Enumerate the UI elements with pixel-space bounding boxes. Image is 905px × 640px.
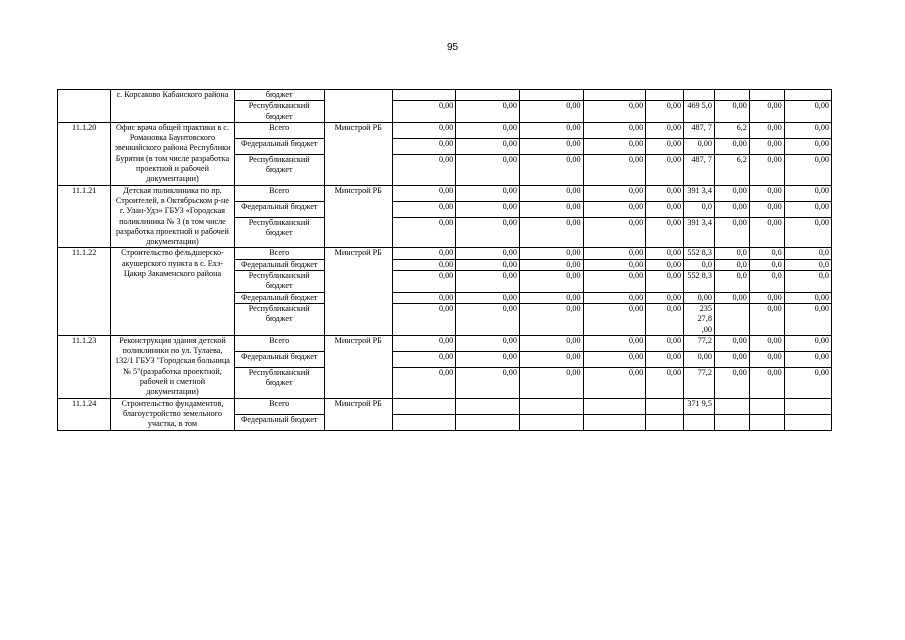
funding-source-cell: Республиканский бюджет	[234, 154, 324, 185]
amount-cell: 0,00	[519, 154, 583, 185]
amount-cell: 0,00	[519, 138, 583, 154]
table-row	[58, 335, 832, 351]
budget-table	[57, 89, 832, 431]
amount-cell: 0,00	[392, 303, 456, 335]
amount-cell: 0,00	[583, 259, 646, 270]
amount-cell: 0,00	[784, 201, 831, 217]
table-row	[58, 398, 832, 414]
table-row	[58, 90, 832, 101]
amount-cell: 0,00	[583, 185, 646, 201]
item-name-cell: с. Корсаково Кабанского района	[111, 90, 234, 123]
amount-cell: 0,00	[519, 271, 583, 293]
amount-cell: 0,00	[456, 217, 520, 248]
amount-cell: 0,00	[684, 351, 715, 367]
table-row	[58, 185, 832, 201]
agency-cell: Минстрой РБ	[324, 398, 392, 430]
amount-cell: 0,00	[519, 248, 583, 259]
amount-cell: 0,0	[714, 259, 749, 270]
amount-cell: 0,0	[684, 201, 715, 217]
amount-cell: 0,00	[456, 271, 520, 293]
amount-cell	[784, 414, 831, 430]
funding-source-cell: Федеральный бюджет	[234, 138, 324, 154]
funding-source-cell: Федеральный бюджет	[234, 292, 324, 303]
amount-cell: 487, 7	[684, 122, 715, 138]
amount-cell: 0,00	[519, 122, 583, 138]
funding-source-cell: бюджет	[234, 90, 324, 101]
amount-cell: 77,2	[684, 367, 715, 398]
amount-cell	[714, 398, 749, 414]
amount-cell: 552 8,3	[684, 248, 715, 259]
amount-cell: 0,00	[392, 248, 456, 259]
amount-cell: 0,00	[784, 154, 831, 185]
amount-cell: 0,00	[583, 101, 646, 123]
amount-cell: 552 8,3	[684, 271, 715, 293]
amount-cell: 0,00	[749, 185, 784, 201]
amount-cell	[583, 398, 646, 414]
amount-cell: 0,00	[714, 201, 749, 217]
amount-cell	[684, 414, 715, 430]
item-name-cell: Реконструкция здания детской поликлиники по ул. Тулаева, 132/1 ГБУЗ "Городская больница № 5"(разработка проектной, рабочей и сметной документации)	[111, 335, 234, 398]
item-code-cell: 11.1.24	[58, 398, 111, 430]
amount-cell: 0,00	[684, 292, 715, 303]
item-code-cell: 11.1.21	[58, 185, 111, 248]
amount-cell	[749, 90, 784, 101]
agency-cell	[324, 90, 392, 123]
amount-cell	[749, 414, 784, 430]
agency-cell: Минстрой РБ	[324, 248, 392, 335]
amount-cell: 0,00	[456, 138, 520, 154]
amount-cell: 0,00	[749, 138, 784, 154]
amount-cell: 0,0	[784, 259, 831, 270]
table-row	[58, 122, 832, 138]
funding-source-cell: Федеральный бюджет	[234, 414, 324, 430]
amount-cell: 0,00	[714, 217, 749, 248]
amount-cell: 0,00	[456, 201, 520, 217]
amount-cell: 235 27,8 ,00	[684, 303, 715, 335]
amount-cell: 391 3,4	[684, 185, 715, 201]
funding-source-cell: Республиканский бюджет	[234, 217, 324, 248]
amount-cell: 0,00	[392, 259, 456, 270]
amount-cell: 0,0	[749, 259, 784, 270]
item-name-cell: Офис врача общей практики в с. Романовка Баунтовского эвенкийского района Республики Бурятия (в том числе разработка проектной и рабочей документации)	[111, 122, 234, 185]
amount-cell: 0,00	[714, 101, 749, 123]
amount-cell: 0,00	[714, 367, 749, 398]
amount-cell: 0,00	[456, 351, 520, 367]
amount-cell	[646, 90, 684, 101]
amount-cell	[519, 90, 583, 101]
amount-cell: 0,00	[714, 138, 749, 154]
amount-cell	[583, 414, 646, 430]
amount-cell: 0,00	[583, 248, 646, 259]
amount-cell: 0,00	[646, 351, 684, 367]
amount-cell: 0,00	[714, 292, 749, 303]
amount-cell: 0,00	[519, 201, 583, 217]
amount-cell: 0,00	[519, 303, 583, 335]
amount-cell: 0,00	[784, 122, 831, 138]
amount-cell: 0,00	[392, 154, 456, 185]
amount-cell: 0,0	[749, 248, 784, 259]
amount-cell: 0,00	[646, 292, 684, 303]
amount-cell: 0,00	[784, 101, 831, 123]
amount-cell: 0,00	[784, 292, 831, 303]
amount-cell: 0,00	[784, 367, 831, 398]
amount-cell: 0,00	[646, 201, 684, 217]
funding-source-cell: Федеральный бюджет	[234, 351, 324, 367]
amount-cell: 0,00	[519, 185, 583, 201]
amount-cell: 0,00	[646, 122, 684, 138]
amount-cell: 0,00	[583, 367, 646, 398]
item-code-cell	[58, 90, 111, 123]
amount-cell: 0,00	[519, 217, 583, 248]
amount-cell: 0,00	[456, 248, 520, 259]
funding-source-cell: Всего	[234, 122, 324, 138]
amount-cell: 0,00	[456, 259, 520, 270]
amount-cell: 0,00	[519, 259, 583, 270]
amount-cell: 371 9,5	[684, 398, 715, 414]
amount-cell: 0,00	[583, 271, 646, 293]
amount-cell: 0,00	[646, 217, 684, 248]
amount-cell: 0,00	[646, 185, 684, 201]
agency-cell: Минстрой РБ	[324, 185, 392, 248]
item-name-cell: Детская поликлиника по пр. Строителей, в Октябрьском р-не г. Улан-Удэ» ГБУЗ «Городская поликлиника № 3 (в том числе разработка проектной и рабочей документации)	[111, 185, 234, 248]
amount-cell: 0,00	[646, 367, 684, 398]
amount-cell: 0,00	[392, 101, 456, 123]
amount-cell	[714, 303, 749, 335]
amount-cell: 0,00	[714, 335, 749, 351]
amount-cell: 0,00	[784, 303, 831, 335]
table-row	[58, 248, 832, 259]
amount-cell: 0,00	[784, 351, 831, 367]
funding-source-cell: Республиканский бюджет	[234, 101, 324, 123]
amount-cell: 0,00	[714, 185, 749, 201]
amount-cell	[456, 398, 520, 414]
funding-source-cell: Федеральный бюджет	[234, 201, 324, 217]
amount-cell: 0,00	[456, 292, 520, 303]
amount-cell	[646, 414, 684, 430]
amount-cell: 0,00	[749, 101, 784, 123]
amount-cell: 0,00	[583, 292, 646, 303]
amount-cell: 0,00	[784, 138, 831, 154]
item-code-cell: 11.1.23	[58, 335, 111, 398]
amount-cell: 0,00	[456, 122, 520, 138]
amount-cell: 0,00	[749, 303, 784, 335]
agency-cell: Минстрой РБ	[324, 335, 392, 398]
amount-cell: 0,0	[749, 271, 784, 293]
amount-cell: 0,00	[583, 122, 646, 138]
amount-cell	[519, 398, 583, 414]
amount-cell: 0,00	[749, 201, 784, 217]
item-code-cell: 11.1.20	[58, 122, 111, 185]
amount-cell: 0,00	[519, 335, 583, 351]
amount-cell: 0,00	[456, 303, 520, 335]
amount-cell: 0,00	[583, 335, 646, 351]
amount-cell: 0,0	[714, 271, 749, 293]
amount-cell: 0,00	[519, 101, 583, 123]
amount-cell: 0,00	[583, 138, 646, 154]
amount-cell: 0,00	[646, 248, 684, 259]
amount-cell: 0,00	[749, 217, 784, 248]
amount-cell: 0,00	[392, 292, 456, 303]
amount-cell: 0,00	[784, 217, 831, 248]
amount-cell: 0,00	[392, 122, 456, 138]
amount-cell: 0,00	[646, 335, 684, 351]
amount-cell: 0,00	[784, 335, 831, 351]
amount-cell: 0,00	[646, 101, 684, 123]
amount-cell: 0,00	[646, 259, 684, 270]
amount-cell: 0,00	[646, 271, 684, 293]
amount-cell: 0,00	[456, 367, 520, 398]
amount-cell	[392, 398, 456, 414]
amount-cell: 0,00	[456, 335, 520, 351]
amount-cell: 0,00	[392, 138, 456, 154]
amount-cell	[392, 90, 456, 101]
amount-cell	[714, 414, 749, 430]
item-code-cell: 11.1.22	[58, 248, 111, 335]
amount-cell: 0,00	[583, 201, 646, 217]
amount-cell: 0,00	[583, 154, 646, 185]
amount-cell: 487, 7	[684, 154, 715, 185]
amount-cell: 0,00	[456, 185, 520, 201]
amount-cell	[456, 414, 520, 430]
page-number: 95	[446, 42, 459, 53]
amount-cell	[749, 398, 784, 414]
amount-cell: 0,00	[749, 335, 784, 351]
amount-cell: 0,00	[392, 201, 456, 217]
amount-cell: 0,00	[456, 101, 520, 123]
amount-cell	[456, 90, 520, 101]
amount-cell: 0,00	[749, 292, 784, 303]
funding-source-cell: Всего	[234, 335, 324, 351]
amount-cell: 0,00	[684, 138, 715, 154]
funding-source-cell: Республиканский бюджет	[234, 303, 324, 335]
amount-cell: 0,00	[583, 217, 646, 248]
item-name-cell: Строительство фундаментов, благоустройство земельного участка, в том	[111, 398, 234, 430]
amount-cell: 0,00	[519, 367, 583, 398]
amount-cell: 0,00	[646, 154, 684, 185]
funding-source-cell: Всего	[234, 248, 324, 259]
amount-cell	[646, 398, 684, 414]
amount-cell: 0,00	[583, 303, 646, 335]
amount-cell: 0,00	[749, 154, 784, 185]
funding-source-cell: Федеральный бюджет	[234, 259, 324, 270]
funding-source-cell: Всего	[234, 185, 324, 201]
amount-cell: 0,00	[456, 154, 520, 185]
amount-cell: 0,00	[784, 185, 831, 201]
funding-source-cell: Всего	[234, 398, 324, 414]
amount-cell: 0,0	[784, 248, 831, 259]
amount-cell	[784, 398, 831, 414]
amount-cell: 0,00	[646, 303, 684, 335]
amount-cell: 0,00	[749, 367, 784, 398]
amount-cell	[392, 414, 456, 430]
amount-cell: 0,00	[714, 351, 749, 367]
amount-cell	[684, 90, 715, 101]
agency-cell: Минстрой РБ	[324, 122, 392, 185]
amount-cell: 0,00	[392, 367, 456, 398]
funding-source-cell: Республиканский бюджет	[234, 271, 324, 293]
item-name-cell: Строительство фельдшерско-акушерского пункта в с. Ехэ-Цакир Закаменского района	[111, 248, 234, 335]
amount-cell: 0,0	[684, 259, 715, 270]
amount-cell: 0,00	[519, 351, 583, 367]
amount-cell: 0,00	[392, 351, 456, 367]
amount-cell: 6,2	[714, 154, 749, 185]
amount-cell: 0,00	[749, 351, 784, 367]
amount-cell	[519, 414, 583, 430]
amount-cell: 0,00	[749, 122, 784, 138]
amount-cell: 6,2	[714, 122, 749, 138]
amount-cell: 77,2	[684, 335, 715, 351]
amount-cell	[714, 90, 749, 101]
amount-cell: 0,00	[519, 292, 583, 303]
funding-source-cell: Республиканский бюджет	[234, 367, 324, 398]
amount-cell	[784, 90, 831, 101]
amount-cell: 0,00	[392, 217, 456, 248]
amount-cell: 0,00	[392, 185, 456, 201]
amount-cell: 0,0	[784, 271, 831, 293]
amount-cell: 391 3,4	[684, 217, 715, 248]
amount-cell: 0,00	[392, 335, 456, 351]
amount-cell: 0,00	[392, 271, 456, 293]
amount-cell: 469 5,0	[684, 101, 715, 123]
amount-cell: 0,0	[714, 248, 749, 259]
amount-cell: 0,00	[646, 138, 684, 154]
amount-cell: 0,00	[583, 351, 646, 367]
amount-cell	[583, 90, 646, 101]
